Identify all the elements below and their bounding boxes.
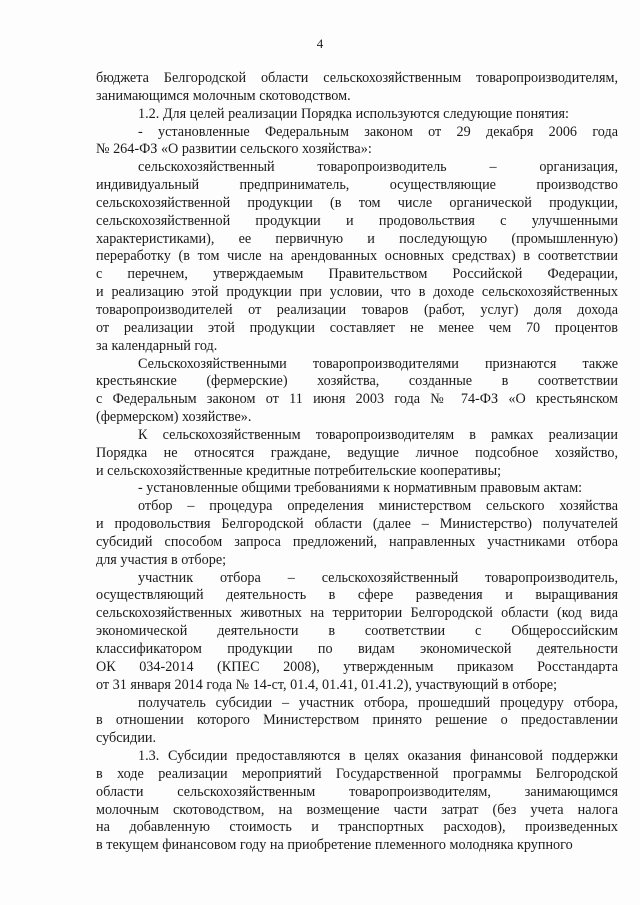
text-line: участник отбора – сельскохозяйственный товаропроизводитель, bbox=[138, 569, 618, 586]
text-line: ОК 034-2014 (КПЕС 2008), утвержденным приказом Росстандарта bbox=[96, 658, 618, 675]
paragraph bbox=[96, 498, 618, 569]
text-line: с перечнем, утверждаемым Правительством Российской Федерации, bbox=[96, 266, 618, 283]
text-line: для участия в отборе; bbox=[96, 551, 227, 568]
text-line: осуществляющий деятельность в сфере разведения и выращивания bbox=[96, 587, 618, 604]
paragraph bbox=[96, 70, 618, 106]
text-line: характеристиками), ее первичную и последующую (промышленную) bbox=[96, 230, 618, 247]
text-line: № 264-ФЗ «О развитии сельского хозяйства»: bbox=[96, 141, 372, 158]
paragraph bbox=[96, 570, 618, 695]
text-line: бюджета Белгородской области сельскохозяйственным товаропроизводителям, bbox=[96, 70, 618, 86]
text-line: и сельскохозяйственные кредитные потребительские кооперативы; bbox=[96, 462, 502, 479]
paragraph bbox=[96, 159, 618, 355]
text-line: отбор – процедура определения министерством сельского хозяйства bbox=[138, 498, 618, 515]
text-line: сельскохозяйственный товаропроизводитель – организация, bbox=[138, 159, 618, 176]
paragraph bbox=[96, 356, 618, 427]
text-line: от реализации этой продукции составляет не менее чем 70 процентов bbox=[96, 319, 618, 336]
paragraph bbox=[96, 480, 618, 498]
text-line: субсидии. bbox=[96, 730, 157, 747]
text-line: на добавленную стоимость и транспортных расходов), произведенных bbox=[96, 819, 618, 836]
text-line: от 31 января 2014 года № 14-ст, 01.4, 01.41, 01.41.2), участвующий в отборе; bbox=[96, 676, 558, 693]
text-line: с Федеральным законом от 11 июня 2003 года № 74-ФЗ «О крестьянском bbox=[96, 391, 618, 408]
text-line: в отношении которого Министерством принято решение о предоставлении bbox=[96, 712, 618, 729]
text-line: 1.2. Для целей реализации Порядка используются следующие понятия: bbox=[138, 105, 569, 122]
paragraph bbox=[96, 695, 618, 749]
text-line: занимающимся молочным скотоводством. bbox=[96, 87, 351, 104]
text-line: экономической деятельности в соответствии с Общероссийским bbox=[96, 623, 618, 640]
text-line: молочным скотоводством, на возмещение части затрат (без учета налога bbox=[96, 801, 618, 818]
text-line: в текущем финансовом году на приобретение племенного молодняка крупного bbox=[96, 837, 573, 854]
text-line: субсидий способом запроса предложений, направленных участниками отбора bbox=[96, 533, 618, 550]
paragraph bbox=[96, 748, 618, 855]
text-line: и реализацию этой продукции при условии, что в доходе сельскохозяйственных bbox=[96, 284, 618, 301]
text-line: 1.3. Субсидии предоставляются в целях оказания финансовой поддержки bbox=[138, 748, 618, 765]
text-line: сельскохозяйственной продукции и продовольствия с улучшенными bbox=[96, 212, 618, 229]
text-line: - установленные Федеральным законом от 29 декабря 2006 года bbox=[138, 123, 618, 140]
text-line: переработку (в том числе на арендованных основных средствах) в соответствии bbox=[96, 248, 618, 265]
text-line: за календарный год. bbox=[96, 337, 218, 354]
text-line: области сельскохозяйственным товаропроизводителям, занимающимся bbox=[96, 783, 618, 800]
text-line: К сельскохозяйственным товаропроизводителям в рамках реализации bbox=[138, 426, 618, 443]
text-line: получатель субсидии – участник отбора, прошедший процедуру отбора, bbox=[138, 694, 618, 711]
text-line: Сельскохозяйственными товаропроизводителями признаются также bbox=[138, 355, 618, 372]
document-body bbox=[96, 70, 618, 855]
text-line: в ходе реализации мероприятий Государственной программы Белгородской bbox=[96, 765, 618, 782]
text-line: (фермерском) хозяйстве». bbox=[96, 409, 252, 426]
text-line: - установленные общими требованиями к нормативным правовым актам: bbox=[138, 480, 583, 497]
paragraph bbox=[96, 106, 618, 124]
text-line: Порядка не относятся граждане, ведущие личное подсобное хозяйство, bbox=[96, 444, 618, 461]
paragraph bbox=[96, 124, 618, 160]
text-line: сельскохозяйственной продукции (в том числе органической продукции, bbox=[96, 194, 618, 211]
text-line: индивидуальный предприниматель, осуществляющие производство bbox=[96, 177, 618, 194]
paragraph bbox=[96, 427, 618, 481]
text-line: и продовольствия Белгородской области (далее – Министерство) получателей bbox=[96, 516, 618, 533]
text-line: классификатором продукции по видам экономической деятельности bbox=[96, 641, 618, 657]
text-line: крестьянские (фермерские) хозяйства, созданные в соответствии bbox=[96, 373, 618, 390]
text-line: товаропроизводителей от реализации товаров (работ, услуг) доля дохода bbox=[96, 301, 618, 318]
page-number: 4 bbox=[316, 36, 324, 51]
text-line: сельскохозяйственных животных на территории Белгородской области (код вида bbox=[96, 605, 618, 622]
